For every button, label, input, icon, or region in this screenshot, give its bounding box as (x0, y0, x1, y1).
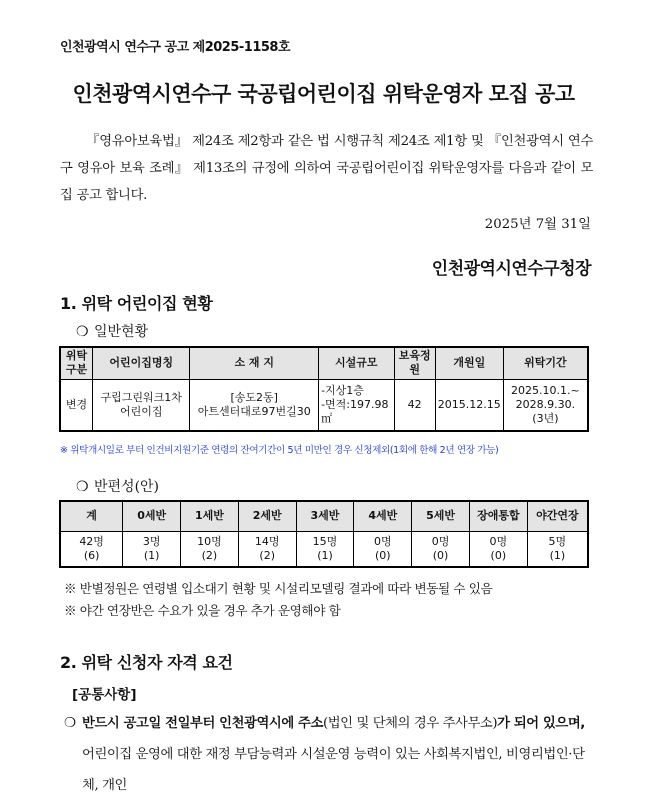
class-header-age2: 2세반 (238, 501, 296, 531)
requirement-normal-2: 어린이집 운영에 대한 재정 부담능력과 시설운영 능력이 있는 사회복지법인, 비영리법인·단체, 개인 (82, 747, 585, 793)
class-header-age5: 5세반 (412, 501, 470, 531)
class-plan-table (59, 500, 589, 568)
intro-paragraph (60, 128, 593, 209)
class-value: 0명 (489, 534, 508, 548)
class-value: 0명 (431, 534, 450, 548)
issuer: 인천광역시연수구청장 (431, 259, 591, 279)
header-address: 소 재 지 (190, 347, 319, 379)
header-capacity: 보육정원 (394, 347, 435, 379)
class-header-total: 계 (60, 501, 123, 531)
notice-date: 2025년 7월 31일 (484, 217, 591, 232)
requirement-bold-1: 반드시 공고일 전일부터 인천광역시에 주소 (82, 716, 323, 731)
header-period: 위탁기간 (503, 347, 588, 379)
general-status-heading (76, 321, 148, 341)
class-header-night: 야간연장 (527, 501, 588, 531)
class-value: 3명 (142, 534, 161, 548)
table-row (60, 379, 588, 431)
class-count: (0) (432, 548, 449, 562)
class-header-age1: 1세반 (181, 501, 239, 531)
requirement-bold-2: 가 되어 있으며, (497, 716, 585, 731)
class-plan-heading (76, 476, 159, 496)
class-header-age0: 0세반 (123, 501, 181, 531)
requirement-text (82, 708, 597, 801)
class-header-integrated: 장애통합 (469, 501, 527, 531)
general-status-label: 일반현황 (94, 324, 149, 340)
class-count: (1) (549, 548, 566, 562)
notice-number: 인천광역시 연수구 공고 제2025-1158호 (60, 40, 291, 55)
class-cell-integrated (469, 531, 527, 567)
cell-address (190, 379, 319, 431)
class-cell-total (60, 531, 123, 567)
class-value: 42명 (79, 534, 104, 548)
requirement-item (64, 708, 597, 801)
class-count: (1) (317, 548, 333, 562)
cell-capacity: 42 (394, 379, 435, 431)
class-value: 10명 (197, 534, 222, 548)
class-cell-age0 (123, 531, 181, 567)
class-value: 15명 (312, 534, 338, 548)
class-value: 5명 (548, 534, 567, 548)
header-name: 어린이집명칭 (92, 347, 189, 379)
cell-type: 변경 (60, 379, 92, 431)
header-type: 위탁구분 (60, 347, 92, 379)
header-opened: 개원일 (435, 347, 503, 379)
class-value: 0명 (373, 534, 392, 548)
class-count: (2) (201, 548, 218, 562)
period-end: 2028.9.30. (515, 397, 576, 411)
class-header-age4: 4세반 (354, 501, 412, 531)
class-header-age3: 3세반 (296, 501, 354, 531)
section-1-heading: 1. 위탁 어린이집 현황 (60, 294, 213, 313)
class-count: (2) (259, 548, 275, 562)
class-cell-age2 (238, 531, 296, 567)
size-floors: -지상1층 (321, 383, 364, 397)
page-title: 인천광역시연수구 국공립어린이집 위탁운영자 모집 공고 (72, 82, 575, 106)
circle-bullet-icon: ❍ (76, 324, 89, 340)
address-street: 아트센터대로97번길30 (197, 404, 311, 418)
class-cell-age4 (354, 531, 412, 567)
size-area: -면적:197.98㎡ (321, 397, 389, 425)
common-requirements-label: [공통사항] (72, 687, 137, 703)
cell-opened: 2015.12.15 (435, 379, 503, 431)
cell-size (319, 379, 394, 431)
class-cell-age1 (181, 531, 239, 567)
class-values-row (60, 531, 588, 567)
table-header-row (60, 347, 588, 379)
class-note-1: ※ 반별정원은 연령별 입소대기 현황 및 시설리모델링 결과에 따라 변동될 수 있음 (64, 581, 493, 596)
class-note-2: ※ 야간 연장반은 수요가 있을 경우 추가 운영해야 함 (64, 603, 341, 618)
period-duration: (3년) (532, 411, 559, 425)
header-size: 시설규모 (319, 347, 394, 379)
circle-bullet-icon: ❍ (64, 716, 76, 731)
class-plan-label: 반편성(안) (94, 479, 160, 495)
class-count: (0) (490, 548, 507, 562)
address-district: [송도2동] (230, 390, 278, 404)
daycare-status-table (59, 346, 589, 432)
class-count: (6) (83, 548, 100, 562)
cell-period (503, 379, 588, 431)
cell-name: 구립그린워크1차 어린이집 (92, 379, 189, 431)
circle-bullet-icon: ❍ (76, 479, 89, 495)
eligibility-footnote: ※ 위탁개시일로 부터 인건비지원기준 연령의 잔여기간이 5년 미만인 경우 신청제외(1회에 한해 2년 연장 가능) (60, 445, 499, 456)
period-start: 2025.10.1.~ (511, 383, 580, 397)
class-cell-age5 (412, 531, 470, 567)
class-header-row (60, 501, 588, 531)
class-count: (1) (143, 548, 160, 562)
requirement-normal-1: (법인 및 단체의 경우 주사무소) (322, 716, 498, 731)
section-2-heading: 2. 위탁 신청자 자격 요건 (60, 653, 233, 672)
intro-text: 『영유아보육법』 제24조 제2항과 같은 법 시행규칙 제24조 제1항 및 『인천광역시 연수구 영유아 보육 조례』 제13조의 규정에 의하여 국공립어린이집 위탁운영자를 다음과 같이 모집 공고 합니다. (60, 134, 593, 203)
class-cell-age3 (296, 531, 354, 567)
class-count: (0) (374, 548, 391, 562)
class-value: 14명 (254, 534, 280, 548)
class-cell-night (527, 531, 588, 567)
